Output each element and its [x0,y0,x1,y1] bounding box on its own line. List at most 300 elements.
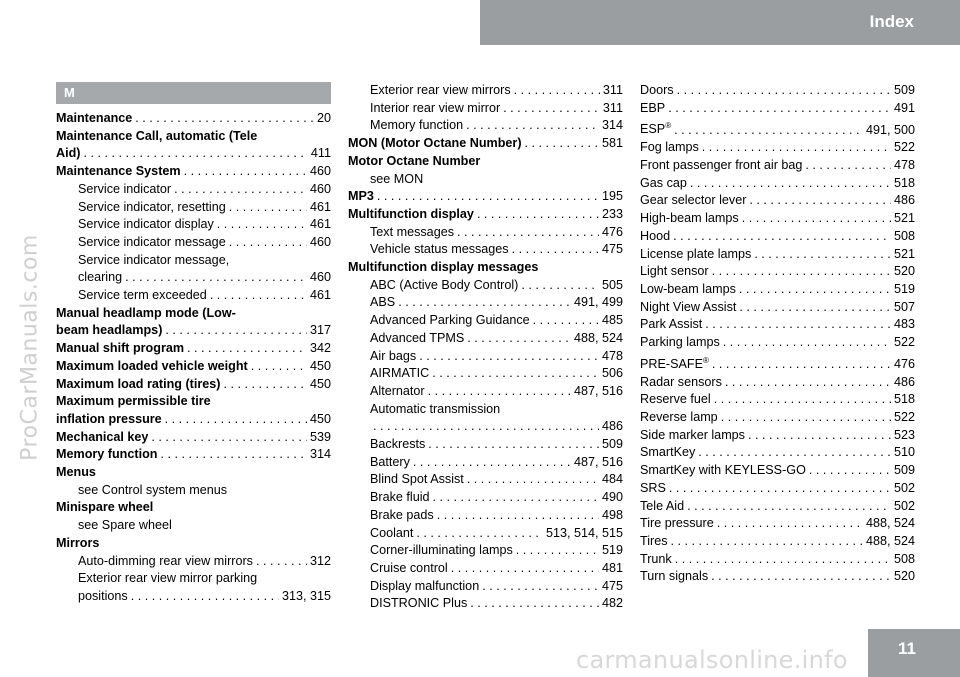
leader-dots [521,277,599,295]
entry-label [640,139,699,157]
leader-dots [457,224,599,242]
entry-label-text: clearing [78,270,123,285]
entry-pages: 488, 524 [865,533,915,548]
entry-label-text: Service term exceeded [78,288,207,303]
index-entry [348,418,623,436]
entry-pages: 505 [601,277,623,292]
index-entry [640,139,915,157]
index-entry: Maintenance Call, automatic (Tele [56,128,258,143]
leader-dots [516,542,599,560]
index-entry [640,334,915,352]
entry-label [78,216,214,234]
entry-label [640,480,666,498]
entry-label [640,175,687,193]
entry-label [640,498,684,516]
registered-mark: ® [702,355,709,365]
page-title: Index [869,12,914,31]
index-entry [56,322,331,340]
entry-label [370,117,463,135]
leader-dots [702,139,891,157]
leader-dots [514,82,600,100]
entry-pages: 523 [893,427,915,442]
index-entry: Multifunction display messages [348,260,539,275]
entry-pages: 481 [601,560,623,575]
entry-label [640,568,708,586]
entry-label-text: Brake pads [370,507,434,522]
leader-dots [428,383,571,401]
entry-label [640,391,711,409]
entry-label [78,199,226,217]
index-entry [640,409,915,427]
entry-label [640,334,720,352]
entry-label-text: Tele Aid [640,498,685,513]
index-entry [348,383,623,401]
leader-dots [721,409,891,427]
entry-pages: 478 [601,348,623,363]
entry-label [56,446,157,464]
entry-label-text: License plate lamps [640,246,752,261]
entry-label-text: Hood [640,228,671,243]
index-entry [348,454,623,472]
entry-pages: 581 [601,136,623,151]
leader-dots [687,498,891,516]
entry-pages: 483 [893,317,915,332]
entry-label [640,117,671,139]
entry-label-text: Reverse lamp [640,410,718,425]
entry-pages: 487, 516 [573,454,623,469]
leader-dots [160,446,307,464]
index-entry [348,100,623,118]
entry-label [640,157,802,175]
leader-dots [467,330,571,348]
leader-dots [525,135,599,153]
index-entry [348,542,623,560]
section-header-m: M [56,82,331,104]
leader-dots [674,122,863,140]
entry-label [56,340,184,358]
index-entry [348,82,623,100]
entry-label [370,383,425,401]
entry-pages: 520 [893,569,915,584]
leader-dots [251,358,307,376]
entry-pages: 498 [601,507,623,522]
entry-label-text: Advanced Parking Guidance [370,313,530,328]
leader-dots [135,110,314,128]
leader-dots [675,551,891,569]
entry-label [348,188,374,206]
entry-label-text: inflation pressure [56,411,162,426]
entry-pages: 311 [602,83,623,97]
entry-label [640,210,739,228]
leader-dots [467,471,599,489]
index-entry [640,263,915,281]
entry-pages: 475 [601,578,623,593]
leader-dots [698,444,891,462]
entry-label-text: Auto-dimming rear view mirrors [78,553,253,568]
page-number-box [868,629,960,677]
entry-label [78,269,122,287]
index-entry [348,471,623,489]
leader-dots [668,100,891,118]
leader-dots [533,312,599,330]
entry-label [640,515,714,533]
entry-label-text: MON (Motor Octane Number) [348,136,522,151]
entry-label-text: Night View Assist [640,299,737,314]
entry-label [348,135,522,153]
entry-pages: 411 [310,146,331,161]
entry-label-text: Interior rear view mirror [370,100,501,115]
entry-label [640,444,695,462]
index-entry [348,365,623,383]
index-column-1 [56,82,331,606]
entry-pages: 488, 524 [573,330,623,345]
index-entry [640,100,915,118]
entry-label-text: Memory function [370,118,464,133]
index-entry [348,525,623,543]
index-entry [640,175,915,193]
entry-label-text: Maximum loaded vehicle weight [56,358,248,373]
entry-pages: 491 [893,100,915,115]
index-entry [348,277,623,295]
entry-pages: 314 [309,447,331,462]
entry-label [370,82,511,100]
entry-label-text: Memory function [56,447,158,462]
index-entry: Motor Octane Number [348,153,481,168]
entry-label-text: Alternator [370,383,425,398]
entry-label-text: Multifunction display [348,206,474,221]
entry-label-text: Brake fluid [370,490,430,505]
index-entry [56,446,331,464]
entry-label [370,560,448,578]
entry-pages: 476 [893,356,915,371]
entry-pages: 513, 514, 515 [545,525,623,540]
leader-dots [512,241,599,259]
entry-label [370,365,429,383]
entry-label [640,228,670,246]
leader-dots [125,269,307,287]
index-entry [640,391,915,409]
entry-label-text: Tires [640,533,668,548]
index-entry [348,560,623,578]
entry-pages: 502 [893,498,915,513]
index-entry [640,515,915,533]
entry-pages: 313, 315 [281,588,331,603]
index-entry [348,578,623,596]
entry-label [370,489,430,507]
entry-label [640,352,709,374]
entry-pages: 520 [893,264,915,279]
leader-dots [470,595,599,613]
entry-label-text: ABS [370,295,396,310]
header-bar [480,0,960,45]
index-entry [56,411,331,429]
leader-dots [416,525,543,543]
entry-label [370,595,467,613]
entry-label [348,206,474,224]
entry-label [56,429,148,447]
entry-pages: 486 [601,419,623,434]
index-entry [348,595,623,613]
entry-label [370,224,454,242]
index-entry [640,568,915,586]
entry-pages: 491, 500 [865,122,915,137]
entry-pages: 518 [893,392,915,407]
leader-dots [714,391,891,409]
registered-mark: ® [665,121,672,131]
entry-label-text: Tire pressure [640,516,714,531]
entry-label [56,411,162,429]
index-entry [640,374,915,392]
entry-label-text: positions [78,588,128,603]
entry-label [370,471,464,489]
entry-pages: 482 [601,596,623,611]
index-entry [348,188,623,206]
index-entry: Maximum permissible tire [56,394,211,409]
index-entry [640,117,915,139]
leader-dots [739,281,891,299]
entry-label [56,358,248,376]
entry-pages: 233 [601,206,623,221]
entry-label [370,542,513,560]
entry-label [640,246,751,264]
entry-pages: 478 [893,158,915,172]
entry-pages: 509 [601,437,623,452]
entry-label-text: MP3 [348,189,374,204]
index-entry [56,216,331,234]
index-entry: Service indicator message, [78,252,230,267]
leader-dots [151,429,307,447]
leader-dots [669,480,891,498]
index-entry [348,135,623,153]
entry-label-text: DISTRONIC Plus [370,596,468,611]
entry-label [370,525,413,543]
index-entry [640,157,915,175]
leader-dots [377,188,599,206]
leader-dots [723,334,891,352]
index-entry [348,294,623,312]
entry-pages: 450 [309,376,331,391]
entry-label-text: Low-beam lamps [640,281,736,296]
entry-label [640,299,736,317]
leader-dots [229,234,307,252]
entry-label [640,374,722,392]
entry-label-text: ESP [640,122,666,137]
entry-label-text: Corner-illuminating lamps [370,543,513,558]
entry-label-text: beam headlamps) [56,323,163,338]
entry-label-text: Battery [370,454,410,469]
entry-label-text: ABC (Active Body Control) [370,277,519,292]
index-entry [348,348,623,366]
leader-dots [754,246,891,264]
index-entry [640,352,915,374]
entry-label-text: Air bags [370,348,417,363]
entry-label-text: Maintenance [56,111,133,125]
leader-dots [419,348,599,366]
leader-dots [451,560,599,578]
entry-label-text: Fog lamps [640,140,699,155]
leader-dots [742,210,891,228]
entry-label [640,316,702,334]
entry-label-text: EBP [640,100,666,115]
entry-pages: 485 [601,313,623,328]
entry-label [370,241,509,259]
entry-pages: 518 [893,175,915,190]
leader-dots [398,294,571,312]
entry-label-text: Maximum load rating (tires) [56,376,221,391]
index-entry [640,551,915,569]
entry-pages: 502 [893,480,915,495]
leader-dots [739,299,891,317]
index-entry [56,429,331,447]
entry-label [640,409,718,427]
leader-dots [433,489,599,507]
entry-pages: 521 [893,211,915,226]
entry-label-text: Coolant [370,525,414,540]
entry-label [640,462,806,480]
leader-dots [477,206,599,224]
entry-label-text: SRS [640,480,666,495]
entry-pages: 484 [601,472,623,487]
entry-pages: 461 [309,199,331,214]
entry-label [78,181,171,199]
index-entry [640,246,915,264]
index-entry [56,269,331,287]
leader-dots [432,365,599,383]
entry-label [78,287,207,305]
entry-label-text: Advanced TPMS [370,330,465,345]
entry-label [78,234,226,252]
index-entry [56,358,331,376]
entry-label [56,145,80,163]
entry-pages: 506 [601,366,623,381]
index-entry [348,489,623,507]
leader-dots [677,82,891,100]
entry-pages: 486 [893,193,915,208]
entry-label [78,588,128,606]
entry-label-text: Service indicator message [78,234,226,249]
entry-label-text: Backrests [370,437,426,452]
entry-label [56,376,220,394]
index-entry [348,312,623,330]
entry-label-text: Radar sensors [640,374,722,389]
index-entry [56,145,331,163]
index-entry [640,316,915,334]
index-entry [640,281,915,299]
index-entry: see MON [370,171,424,186]
leader-dots [229,199,307,217]
index-entry [348,241,623,259]
entry-label [640,533,668,551]
index-entry: Mirrors [56,535,100,550]
entry-label [370,294,395,312]
entry-label-text: Light sensor [640,264,709,279]
index-entry [348,330,623,348]
entry-label-text: Gas cap [640,175,687,190]
entry-pages: 488, 524 [865,516,915,531]
entry-pages: 450 [309,358,331,373]
leader-dots [711,568,891,586]
entry-pages: 450 [309,411,331,426]
entry-pages: 311 [602,100,623,115]
index-entry [640,462,915,480]
leader-dots [373,418,599,436]
leader-dots [712,263,891,281]
entry-label-text: High-beam lamps [640,211,739,226]
entry-label-text: Front passenger front air bag [640,158,803,172]
entry-label-text: SmartKey with KEYLESS-GO [640,463,806,478]
entry-label-text: Park Assist [640,317,703,332]
entry-pages: 20 [316,111,331,125]
entry-label [56,110,132,128]
leader-dots [428,436,599,454]
entry-pages: 487, 516 [573,383,623,398]
entry-pages: 519 [893,281,915,296]
entry-pages: 314 [601,118,623,133]
leader-dots [673,228,891,246]
leader-dots [805,157,891,175]
entry-pages: 460 [309,181,331,196]
entry-label-text: Turn signals [640,569,709,584]
entry-label-text: Service indicator [78,181,172,196]
index-entry [348,507,623,525]
entry-label [370,348,416,366]
entry-pages: 476 [601,224,623,239]
entry-label-text: Manual shift program [56,341,185,356]
leader-dots [210,287,307,305]
entry-pages: 317 [309,323,331,338]
entry-pages: 539 [309,429,331,444]
entry-label-text: Reserve fuel [640,392,711,407]
entry-pages: 460 [309,270,331,285]
entry-label [370,277,518,295]
entry-pages: 507 [893,299,915,314]
leader-dots [725,374,891,392]
leader-dots [690,175,891,193]
leader-dots [256,553,307,571]
leader-dots [174,181,307,199]
leader-dots [717,515,863,533]
entry-label [370,436,425,454]
leader-dots [712,356,891,374]
entry-pages: 521 [893,246,915,261]
entry-pages: 460 [309,234,331,249]
leader-dots [223,376,307,394]
entry-pages: 461 [309,288,331,303]
entry-label [640,82,674,100]
entry-pages: 508 [893,228,915,243]
entry-label-text: SmartKey [640,445,696,460]
entry-pages: 522 [893,410,915,425]
leader-dots [749,192,891,210]
entry-label-text: Display malfunction [370,578,480,593]
leader-dots [437,507,599,525]
leader-dots [165,411,307,429]
entry-label-text: Cruise control [370,560,448,575]
side-watermark [0,0,58,677]
index-entry [640,444,915,462]
index-entry [56,340,331,358]
index-entry [640,210,915,228]
entry-pages: 519 [601,543,623,558]
leader-dots [187,340,307,358]
entry-label [370,454,410,472]
leader-dots [466,117,599,135]
index-entry [56,234,331,252]
index-entry [56,110,331,128]
entry-label-text: Trunk [640,551,672,566]
entry-label [56,322,162,340]
index-entry: Automatic transmission [370,401,501,416]
